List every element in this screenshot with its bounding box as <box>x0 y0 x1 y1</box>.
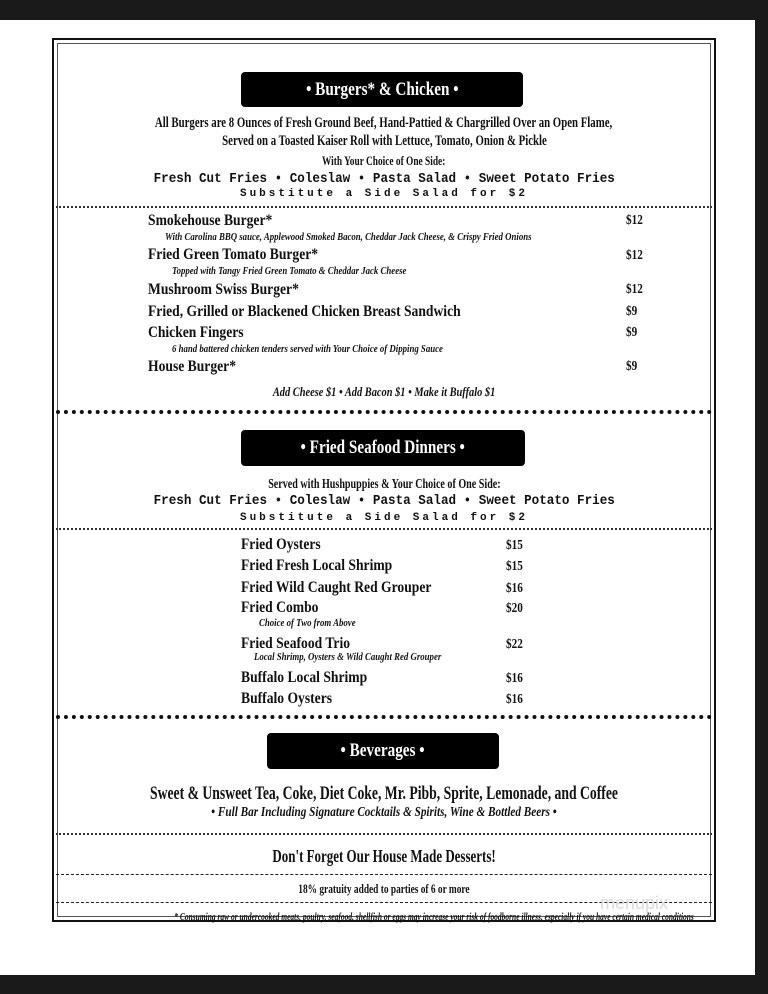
beverages-bar: • Full Bar Including Signature Cocktails & Spirits, Wine & Bottled Beers • <box>211 805 557 820</box>
beverages-section-header <box>267 733 499 769</box>
desserts-note: Don't Forget Our House Made Desserts! <box>272 846 496 866</box>
beverages-title: • Beverages • <box>340 740 426 761</box>
menu-item-desc: Topped with Tangy Fried Green Tomato & Cheddar Jack Cheese <box>172 265 407 277</box>
divider <box>56 410 712 414</box>
divider <box>56 833 712 835</box>
menu-item-name: Fried Combo <box>241 599 319 616</box>
menu-item-name: Fried Seafood Trio <box>241 635 351 652</box>
menu-item-price: $22 <box>506 637 523 652</box>
menu-item-name: Buffalo Local Shrimp <box>241 669 368 686</box>
seafood-title: • Fried Seafood Dinners • <box>300 437 466 458</box>
menu-item-price: $16 <box>506 692 523 707</box>
menu-item-name: Fried, Grilled or Blackened Chicken Breast Sandwich <box>148 303 461 320</box>
menu-item-price: $9 <box>626 304 638 319</box>
seafood-substitute: Substitute a Side Salad for $2 <box>239 512 529 524</box>
menu-item-price: $16 <box>506 581 523 596</box>
burgers-substitute: Substitute a Side Salad for $2 <box>239 188 529 200</box>
menu-item-price: $15 <box>506 538 523 553</box>
divider <box>56 715 712 719</box>
menu-item-name: Chicken Fingers <box>148 324 244 341</box>
menu-item-price: $12 <box>626 248 643 263</box>
burgers-intro-1: All Burgers are 8 Ounces of Fresh Ground Beef, Hand-Pattied & Chargrilled Over an Open Flame, <box>155 115 613 131</box>
burgers-section-header <box>241 72 523 107</box>
menu-item-desc: 6 hand battered chicken tenders served with Your Choice of Dipping Sauce <box>172 343 443 355</box>
menu-item-name: House Burger* <box>148 358 237 375</box>
seafood-section-header <box>241 430 525 466</box>
divider <box>56 528 712 530</box>
menu-item-name: Fried Oysters <box>241 536 321 553</box>
menu-item-name: Fried Fresh Local Shrimp <box>241 557 393 574</box>
menu-item-price: $12 <box>626 282 643 297</box>
divider <box>56 874 712 875</box>
menu-item-price: $9 <box>626 325 638 340</box>
burgers-sides: Fresh Cut Fries • Coleslaw • Pasta Salad • Sweet Potato Fries <box>153 171 615 187</box>
menu-item-name: Buffalo Oysters <box>241 690 333 707</box>
menu-item-name: Fried Green Tomato Burger* <box>148 246 319 263</box>
burgers-choice: With Your Choice of One Side: <box>322 153 446 168</box>
burgers-title: • Burgers* & Chicken • <box>305 78 459 100</box>
menu-item-desc: Choice of Two from Above <box>259 617 356 629</box>
beverages-list: Sweet & Unsweet Tea, Coke, Diet Coke, Mr. Pibb, Sprite, Lemonade, and Coffee <box>149 783 618 804</box>
menu-item-price: $20 <box>506 601 523 616</box>
seafood-served: Served with Hushpuppies & Your Choice of One Side: <box>267 477 501 492</box>
divider <box>56 206 712 208</box>
seafood-sides: Fresh Cut Fries • Coleslaw • Pasta Salad • Sweet Potato Fries <box>153 493 615 509</box>
menu-item-desc: With Carolina BBQ sauce, Applewood Smoked Bacon, Cheddar Jack Cheese, & Crispy Fried Onions <box>165 231 532 243</box>
menu-item-name: Fried Wild Caught Red Grouper <box>241 579 432 596</box>
menu-item-desc: Local Shrimp, Oysters & Wild Caught Red Grouper <box>254 651 442 663</box>
burgers-intro-2: Served on a Toasted Kaiser Roll with Lettuce, Tomato, Onion & Pickle <box>221 133 547 149</box>
gratuity-note: 18% gratuity added to parties of 6 or more <box>298 881 470 896</box>
health-disclaimer: * Consuming raw or undercooked meats, poultry, seafood, shellfish or eggs may increase your risk of foodborne illness, especially if you have certain medical conditions <box>174 911 694 923</box>
menu-item-price: $12 <box>626 213 643 228</box>
burgers-addons: Add Cheese $1 • Add Bacon $1 • Make it Buffalo $1 <box>272 384 496 399</box>
menu-item-price: $16 <box>506 671 523 686</box>
menu-item-price: $9 <box>626 359 638 374</box>
menu-item-name: Smokehouse Burger* <box>148 212 273 229</box>
menu-item-price: $15 <box>506 559 523 574</box>
menu-item-name: Mushroom Swiss Burger* <box>148 281 299 298</box>
watermark: menupix <box>600 893 669 913</box>
